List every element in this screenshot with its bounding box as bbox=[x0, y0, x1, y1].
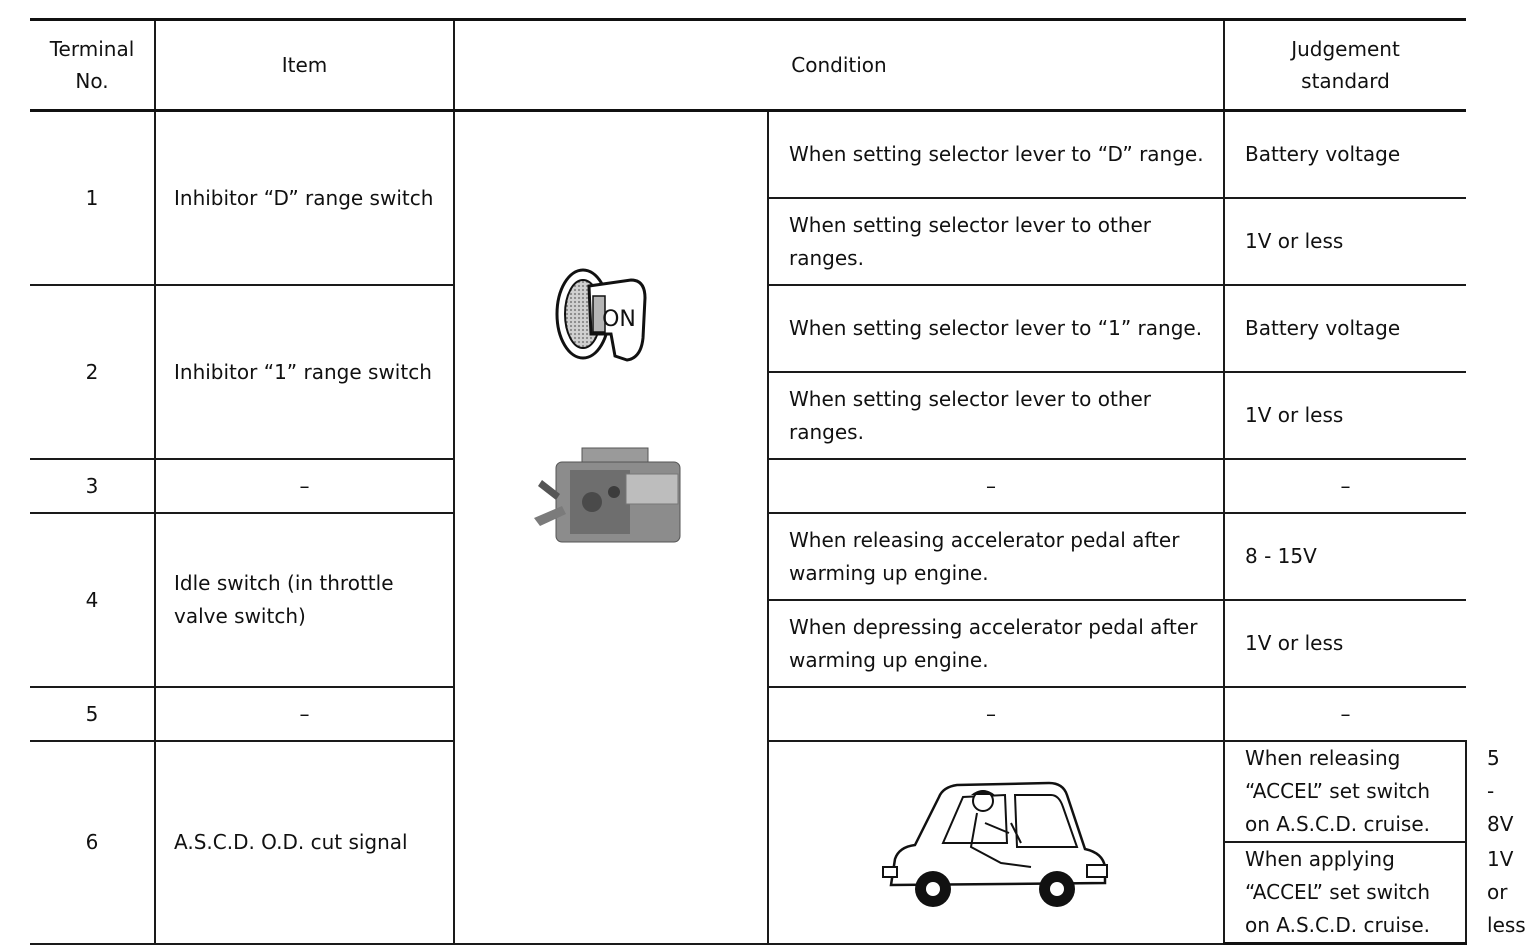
item-cell: – bbox=[155, 687, 454, 741]
judgement-standard-cell: 8 - 15V bbox=[1224, 513, 1466, 600]
header-terminal-no bbox=[30, 20, 155, 111]
judgement-standard-cell: 1V or less bbox=[1224, 372, 1466, 459]
judgement-standard-cell: 1V or less bbox=[1224, 600, 1466, 687]
car-driver-icon bbox=[881, 767, 1111, 917]
condition-cell: – bbox=[768, 459, 1224, 513]
item-cell: Idle switch (in throttle valve switch) bbox=[155, 513, 454, 687]
condition-cell: When releasing accelerator pedal after warming up engine. bbox=[768, 513, 1224, 600]
terminal-judgement-table-container bbox=[30, 18, 1526, 945]
header-judgement-line2: standard bbox=[1301, 69, 1390, 93]
ignition-key-on-icon bbox=[553, 268, 653, 368]
judgement-standard-cell: – bbox=[1224, 459, 1466, 513]
judgement-standard-cell: Battery voltage bbox=[1224, 285, 1466, 372]
item-cell: Inhibitor “1” range switch bbox=[155, 285, 454, 459]
condition-cell: When releasing “ACCEL” set switch on A.S.C.D. cruise. bbox=[1224, 741, 1466, 842]
condition-cell: When depressing accelerator pedal after warming up engine. bbox=[768, 600, 1224, 687]
table-row bbox=[30, 111, 1466, 199]
terminal-number: 5 bbox=[30, 687, 155, 741]
judgement-standard-cell: 1V or less bbox=[1224, 198, 1466, 285]
header-judgement-line1: Judgement bbox=[1291, 37, 1400, 61]
terminal-number: 6 bbox=[30, 741, 155, 944]
terminal-number: 4 bbox=[30, 513, 155, 687]
judgement-standard-cell: Battery voltage bbox=[1224, 111, 1466, 199]
header-condition: Condition bbox=[454, 20, 1224, 111]
terminal-number: 3 bbox=[30, 459, 155, 513]
header-row bbox=[30, 20, 1466, 111]
item-cell: Inhibitor “D” range switch bbox=[155, 111, 454, 286]
table-row: 6 A.S.C.D. O.D. cut signal When releasing “ACCEL” set switch on A.S.C.D. cruise. 5 - 8V bbox=[30, 741, 1466, 842]
condition-cell: When setting selector lever to “1” range. bbox=[768, 285, 1224, 372]
condition-cell: When applying “ACCEL” set switch on A.S.C.D. cruise. bbox=[1224, 842, 1466, 944]
illustration-stack bbox=[455, 112, 767, 943]
ignition-key-label: ON bbox=[602, 307, 636, 332]
condition-cell: When setting selector lever to other ranges. bbox=[768, 198, 1224, 285]
condition-cell: – bbox=[768, 687, 1224, 741]
item-cell: A.S.C.D. O.D. cut signal bbox=[155, 741, 454, 944]
engine-icon bbox=[530, 446, 690, 550]
header-terminal-line1: Terminal bbox=[49, 37, 135, 61]
condition-illustration-cell bbox=[454, 111, 768, 944]
condition-cell: When setting selector lever to “D” range. bbox=[768, 111, 1224, 199]
condition-cell: When setting selector lever to other ranges. bbox=[768, 372, 1224, 459]
terminal-number: 2 bbox=[30, 285, 155, 459]
header-terminal-line2: No. bbox=[75, 69, 109, 93]
header-item: Item bbox=[155, 20, 454, 111]
table-row: When applying “ACCEL” set switch on A.S.C.D. cruise. 1V or less bbox=[30, 842, 1466, 944]
condition-illustration-cell bbox=[768, 741, 1224, 944]
terminal-number: 1 bbox=[30, 111, 155, 286]
terminal-judgement-table bbox=[30, 18, 1526, 945]
judgement-standard-cell: – bbox=[1224, 687, 1466, 741]
header-judgement-standard bbox=[1224, 20, 1466, 111]
item-cell: – bbox=[155, 459, 454, 513]
